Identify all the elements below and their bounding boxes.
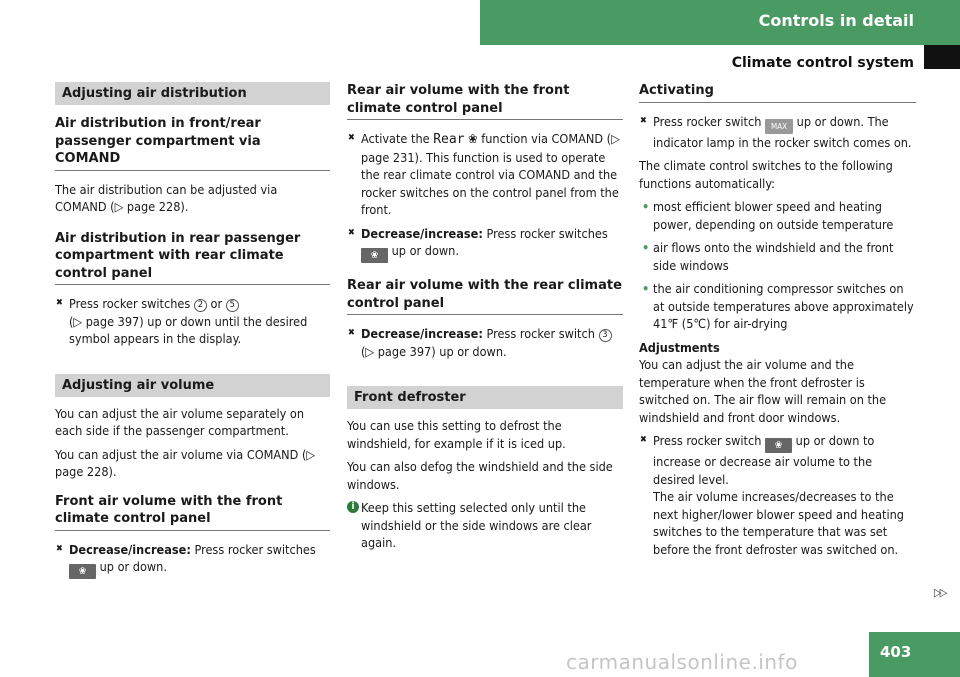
- step-item: ✖ Press rocker switch ❀ up or down to increase or decrease air volume to the desired level. The air volume increases/decreases to the next higher/lower blower speed and heating switches to the temperature that was set before the front defroster was switched on.: [640, 433, 904, 557]
- heading-activating: Activating: [639, 82, 916, 103]
- step-item: ✖ Press rocker switch MAX up or down. The indicator lamp in the rocker switch comes on.: [640, 113, 912, 150]
- paragraph: You can adjust the air volume separately on each side if the passenger compartment.: [55, 405, 305, 438]
- step-item: ✖ Activate the Rear ❀ function via COMAND (▷ page 231). This function is used to operate the rear climate control via COMAND and the rocker switches on the control panel from the front.: [348, 131, 620, 217]
- section-header-bar: [480, 0, 960, 45]
- step-arrow-icon: ✖: [640, 115, 647, 126]
- step-arrow-icon: ✖: [348, 227, 355, 238]
- numbered-circle-icon: 3: [599, 329, 612, 342]
- column-1: [55, 82, 330, 585]
- step-arrow-icon: ✖: [348, 133, 355, 143]
- adjustments-label: Adjustments: [639, 339, 720, 355]
- step-item: ✖ Decrease/increase: Press rocker switches ❀ up or down.: [348, 225, 608, 261]
- heading-air-distribution-rear: Air distribution in rear passenger compartment with rear climate control panel: [55, 230, 330, 286]
- heading-front-air-volume: Front air volume with the front climate control panel: [55, 493, 330, 531]
- paragraph: You can adjust the air volume and the temperature when the front defroster is switched on. The air flow will remain on the windshield and front door windows.: [639, 357, 887, 425]
- section-title: Controls in detail: [758, 11, 914, 30]
- continue-arrow-icon: ▷▷: [934, 586, 946, 599]
- page-number: 403: [880, 643, 912, 661]
- heading-air-distribution-comand: Air distribution in front/rear passenger compartment via COMAND: [55, 115, 330, 171]
- column-2: [347, 82, 623, 552]
- column-3: [639, 82, 916, 564]
- bullet-item: • air flows onto the windshield and the front side windows: [642, 240, 894, 273]
- step-arrow-icon: ✖: [348, 328, 355, 338]
- fan-rocker-switch-icon: ❀: [69, 564, 96, 579]
- band-air-distribution: Adjusting air distribution: [55, 82, 330, 105]
- page-number-box: [869, 632, 960, 677]
- step-arrow-icon: ✖: [640, 435, 647, 445]
- paragraph: The air distribution can be adjusted via COMAND (▷ page 228).: [55, 181, 278, 214]
- subsection-title: Climate control system: [731, 55, 914, 71]
- bullet-dot-icon: •: [642, 199, 650, 214]
- step-item: ✖ Press rocker switches 2 or 5 (▷ page 397) up or down until the desired symbol appears in the display.: [56, 296, 308, 346]
- paragraph: You can also defog the windshield and the side windows.: [347, 459, 613, 492]
- rear-fan-icon: ❀: [468, 131, 478, 146]
- band-air-volume: Adjusting air volume: [55, 374, 330, 397]
- step-arrow-icon: ✖: [56, 543, 63, 554]
- paragraph: You can use this setting to defrost the windshield, for example if it is iced up.: [347, 418, 566, 451]
- fan-rocker-switch-icon: ❀: [765, 438, 792, 453]
- paragraph: The climate control switches to the following functions automatically:: [639, 158, 893, 191]
- fan-rocker-switch-icon: ❀: [361, 248, 388, 263]
- max-defrost-switch-icon: MAX: [765, 119, 793, 134]
- numbered-circle-icon: 2: [194, 299, 207, 312]
- bullet-dot-icon: •: [642, 240, 650, 255]
- step-item: ✖ Decrease/increase: Press rocker switch 3 (▷ page 397) up or down.: [347, 325, 623, 360]
- step-item: ✖ Decrease/increase: Press rocker switches ❀ up or down.: [56, 541, 316, 577]
- numbered-circle-icon: 5: [226, 299, 239, 312]
- paragraph: You can adjust the air volume via COMAND (▷ page 228).: [55, 446, 316, 479]
- band-front-defroster: Front defroster: [347, 386, 623, 409]
- bullet-dot-icon: •: [642, 281, 650, 296]
- header-tab-marker: [924, 45, 960, 69]
- bullet-item: • the air conditioning compressor switches on at outside temperatures above approximately 41℉ (5℃) for air-drying: [642, 281, 914, 331]
- info-icon: i: [347, 501, 359, 513]
- info-note: i Keep this setting selected only until the windshield or the side windows are clear again.: [347, 499, 623, 552]
- heading-rear-air-volume-rear: Rear air volume with the rear climate control panel: [347, 277, 623, 315]
- heading-rear-air-volume-front: Rear air volume with the front climate control panel: [347, 82, 623, 120]
- watermark: carmanualsonline.info: [566, 650, 798, 674]
- step-arrow-icon: ✖: [56, 298, 63, 308]
- bullet-item: • most efficient blower speed and heating power, depending on outside temperature: [642, 199, 894, 232]
